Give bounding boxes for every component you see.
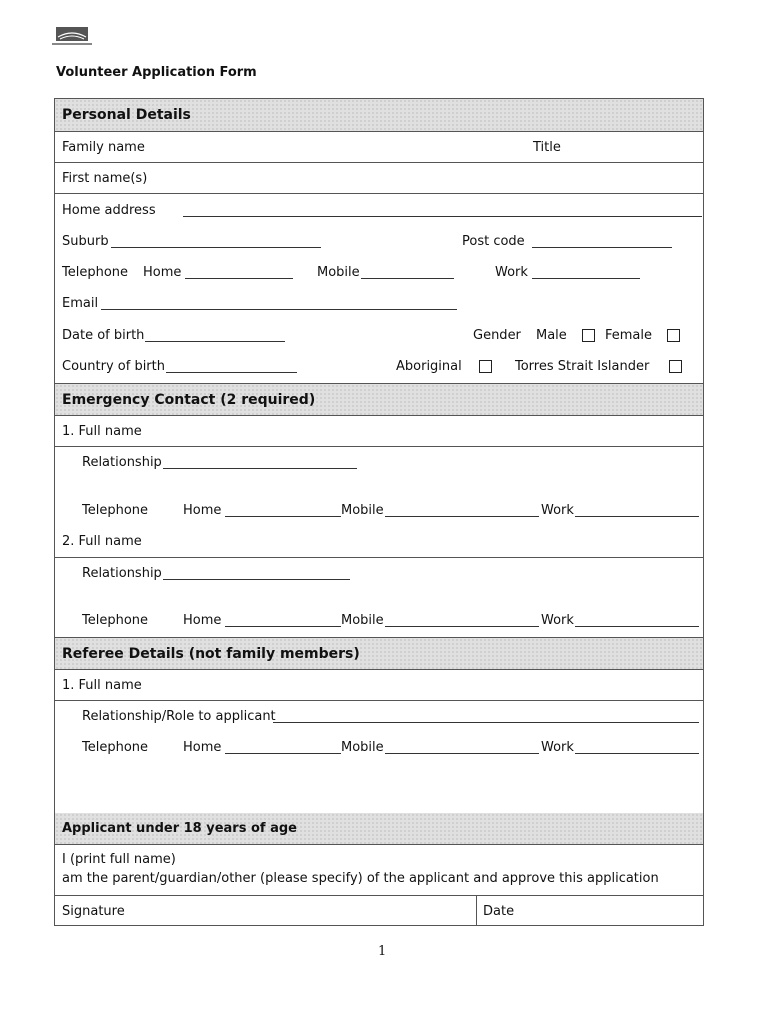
referee-full-name-label: 1. Full name [62, 678, 142, 693]
guardian-statement: am the parent/guardian/other (please specify) of the applicant and approve this application [62, 871, 659, 886]
dob-label: Date of birth [62, 328, 145, 343]
date-label: Date [483, 904, 515, 919]
torres-strait-checkbox[interactable] [669, 360, 682, 373]
aboriginal-checkbox[interactable] [479, 360, 492, 373]
home-address-field[interactable] [183, 216, 702, 217]
emergency-1-relationship-label: Relationship [82, 455, 162, 470]
emergency-1-home-field[interactable] [225, 516, 341, 517]
emergency-1-full-name-label: 1. Full name [62, 424, 142, 439]
emergency-2-mobile-field[interactable] [385, 626, 539, 627]
referee-relationship-label: Relationship/Role to applicant [82, 709, 276, 724]
emergency-2-full-name-label: 2. Full name [62, 534, 142, 549]
gender-label: Gender [473, 328, 521, 343]
emergency-1-work-label: Work [541, 503, 574, 518]
suburb-label: Suburb [62, 234, 109, 249]
section-under-18: Applicant under 18 years of age [55, 813, 703, 844]
home-phone-label: Home [143, 265, 182, 280]
application-form [54, 98, 704, 926]
male-checkbox[interactable] [582, 329, 595, 342]
emergency-2-relationship-field[interactable] [163, 579, 350, 580]
section-emergency-contact: Emergency Contact (2 required) [55, 384, 703, 415]
emergency-1-home-label: Home [183, 503, 222, 518]
page-number: 1 [378, 944, 387, 959]
form-title: Volunteer Application Form [56, 65, 257, 80]
referee-mobile-field[interactable] [385, 753, 539, 754]
work-phone-field[interactable] [532, 278, 640, 279]
male-label: Male [536, 328, 567, 343]
emergency-2-relationship-label: Relationship [82, 566, 162, 581]
section-referee-details: Referee Details (not family members) [55, 638, 703, 669]
emergency-1-mobile-label: Mobile [341, 503, 384, 518]
emergency-1-work-field[interactable] [575, 516, 699, 517]
country-of-birth-field[interactable] [166, 372, 297, 373]
email-field[interactable] [101, 309, 457, 310]
suburb-field[interactable] [111, 247, 321, 248]
title-label: Title [533, 140, 561, 155]
email-label: Email [62, 296, 99, 311]
mobile-phone-label: Mobile [317, 265, 360, 280]
emergency-2-work-field[interactable] [575, 626, 699, 627]
referee-work-label: Work [541, 740, 574, 755]
aboriginal-label: Aboriginal [396, 359, 462, 374]
organisation-logo-icon [52, 26, 92, 48]
work-phone-label: Work [495, 265, 528, 280]
emergency-1-relationship-field[interactable] [163, 468, 357, 469]
post-code-label: Post code [462, 234, 525, 249]
emergency-2-telephone-label: Telephone [82, 613, 149, 628]
mobile-phone-field[interactable] [361, 278, 454, 279]
post-code-field[interactable] [532, 247, 672, 248]
emergency-2-work-label: Work [541, 613, 574, 628]
referee-home-field[interactable] [225, 753, 341, 754]
telephone-label: Telephone [62, 265, 129, 280]
referee-mobile-label: Mobile [341, 740, 384, 755]
dob-field[interactable] [145, 341, 285, 342]
emergency-1-mobile-field[interactable] [385, 516, 539, 517]
referee-home-label: Home [183, 740, 222, 755]
signature-label: Signature [62, 904, 125, 919]
emergency-2-mobile-label: Mobile [341, 613, 384, 628]
home-phone-field[interactable] [185, 278, 293, 279]
referee-work-field[interactable] [575, 753, 699, 754]
referee-relationship-field[interactable] [273, 722, 699, 723]
female-checkbox[interactable] [667, 329, 680, 342]
torres-strait-label: Torres Strait Islander [515, 359, 650, 374]
country-of-birth-label: Country of birth [62, 359, 165, 374]
section-personal-details: Personal Details [55, 99, 703, 131]
referee-telephone-label: Telephone [82, 740, 149, 755]
home-address-label: Home address [62, 203, 156, 218]
print-full-name-label: I (print full name) [62, 852, 176, 867]
family-name-label: Family name [62, 140, 145, 155]
emergency-1-telephone-label: Telephone [82, 503, 149, 518]
first-names-label: First name(s) [62, 171, 148, 186]
emergency-2-home-field[interactable] [225, 626, 341, 627]
female-label: Female [605, 328, 653, 343]
emergency-2-home-label: Home [183, 613, 222, 628]
